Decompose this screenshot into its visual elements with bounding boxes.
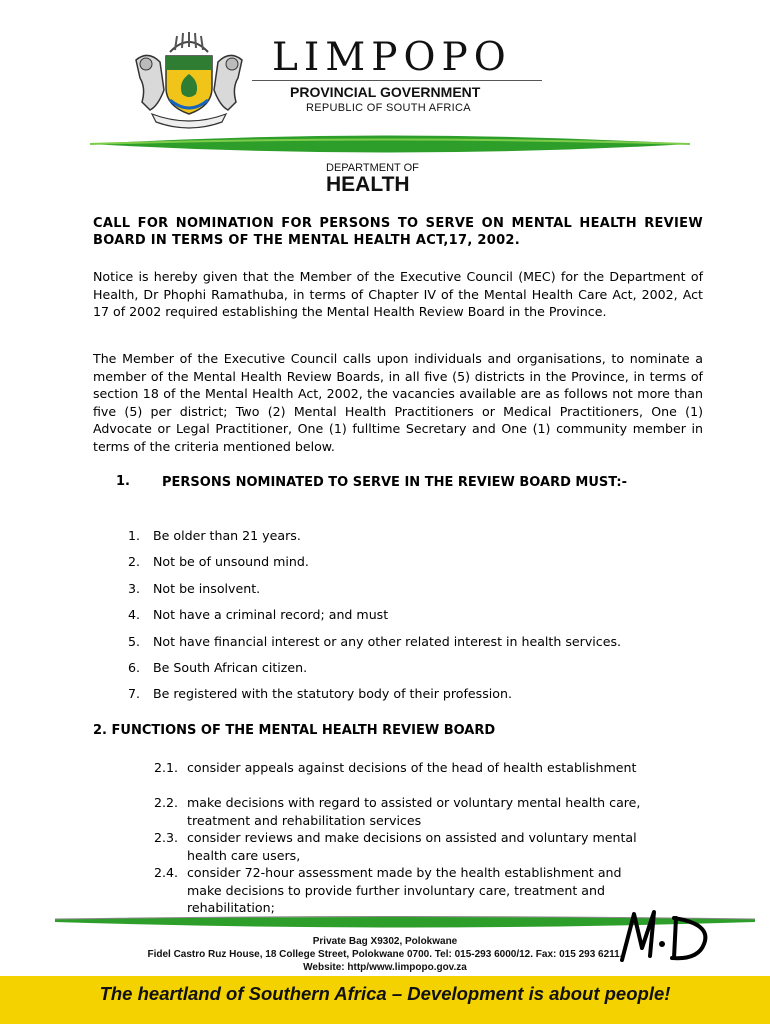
criteria-item	[128, 527, 301, 544]
function-number: 2.4.	[154, 865, 179, 880]
criteria-text: Not have financial interest or any other related interest in health services.	[153, 634, 622, 649]
footer-website: Website: http/www.limpopo.gov.za	[303, 962, 467, 973]
criteria-item	[128, 633, 621, 650]
criteria-number: 2.	[128, 554, 141, 569]
section-2-title: 2. FUNCTIONS OF THE MENTAL HEALTH REVIEW BOARD	[93, 723, 496, 738]
signature-initials	[616, 904, 716, 966]
function-item	[154, 829, 654, 864]
brand-title: LIMPOPO	[272, 35, 512, 80]
function-text: consider reviews and make decisions on assisted and voluntary mental health care users,	[187, 830, 637, 863]
criteria-text: Be registered with the statutory body of their profession.	[153, 686, 512, 701]
criteria-item	[128, 685, 512, 702]
notice-title: CALL FOR NOMINATION FOR PERSONS TO SERVE ON MENTAL HEALTH REVIEW BOARD IN TERMS OF THE MENTAL HEALTH ACT,17, 2002.	[93, 216, 703, 248]
function-text: consider 72-hour assessment made by the health establishment and make decisions to provide further involuntary care, treatment and rehabilitation;	[187, 865, 622, 915]
brand-subtitle: PROVINCIAL GOVERNMENT	[290, 84, 481, 100]
function-number: 2.2.	[154, 795, 179, 810]
criteria-number: 6.	[128, 660, 141, 675]
criteria-item	[128, 659, 307, 676]
brand-rule	[252, 80, 542, 81]
criteria-item	[128, 553, 309, 570]
criteria-text: Not have a criminal record; and must	[153, 607, 389, 622]
function-item	[154, 794, 654, 829]
criteria-text: Be South African citizen.	[153, 660, 308, 675]
function-number: 2.1.	[154, 760, 179, 775]
slogan-text: The heartland of Southern Africa – Development is about people!	[99, 983, 671, 1004]
notice-paragraph-2: The Member of the Executive Council calls upon individuals and organisations, to nominate a member of the Mental Health Review Boards, in all five (5) districts in the Province, in terms of section 18 of the Mental Health Act, 2002, the vacancies available are as follows not more than five (5) per district; Two (2) Mental Health Practitioners or Medical Practitioners, One (1) Advocate or Legal Practitioner, One (1) fulltime Secretary and One (1) community member in terms of the criteria mentioned below.	[93, 351, 703, 454]
criteria-number: 5.	[128, 634, 141, 649]
criteria-number: 3.	[128, 581, 141, 596]
criteria-item	[128, 580, 260, 597]
criteria-text: Be older than 21 years.	[153, 528, 301, 543]
notice-paragraph-1: Notice is hereby given that the Member of the Executive Council (MEC) for the Department of Health, Dr Phophi Ramathuba, in terms of Chapter IV of the Mental Health Care Act, 2002, Act 17 of 2002 required establishing the Mental Health Review Board in the Province.	[93, 269, 703, 319]
criteria-item	[128, 606, 388, 623]
header-green-band	[90, 131, 690, 157]
function-item	[154, 759, 654, 777]
department-label: DEPARTMENT OF	[326, 162, 419, 174]
function-text: make decisions with regard to assisted or voluntary mental health care, treatment and rehabilitation services	[187, 795, 641, 828]
criteria-text: Not be insolvent.	[153, 581, 261, 596]
criteria-number: 4.	[128, 607, 141, 622]
criteria-number: 1.	[128, 528, 141, 543]
footer-contact-line: Fidel Castro Ruz House, 18 College Street, Polokwane 0700. Tel: 015-293 6000/12. Fax: 015 293 6211.	[147, 949, 623, 960]
department-name: HEALTH	[326, 173, 410, 196]
criteria-text: Not be of unsound mind.	[153, 554, 309, 569]
footer-address-line: Private Bag X9302, Polokwane	[312, 936, 458, 947]
function-item	[154, 864, 654, 917]
function-text: consider appeals against decisions of the head of health establishment	[187, 760, 637, 775]
coat-of-arms-logo	[130, 30, 248, 130]
section-1-number: 1.	[116, 474, 130, 489]
section-1-title: PERSONS NOMINATED TO SERVE IN THE REVIEW BOARD MUST:-	[162, 475, 628, 490]
brand-country: REPUBLIC OF SOUTH AFRICA	[306, 102, 471, 114]
criteria-number: 7.	[128, 686, 141, 701]
function-number: 2.3.	[154, 830, 179, 845]
